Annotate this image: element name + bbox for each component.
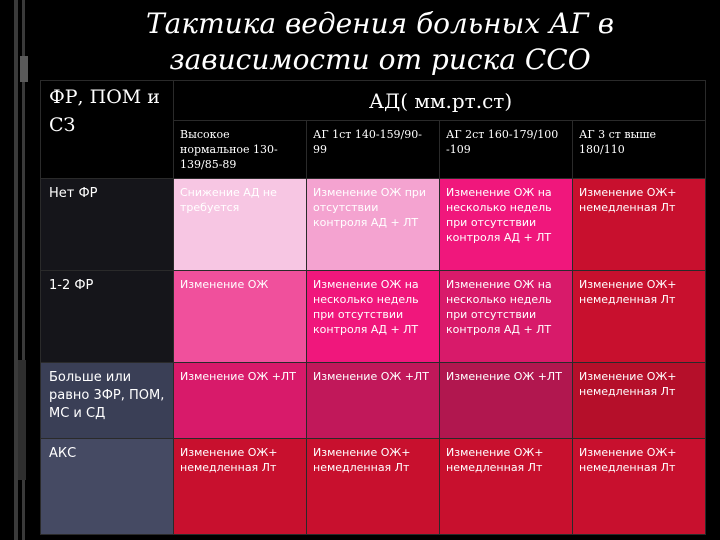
cell-text: Изменение ОЖ+ немедленная Лт [180, 446, 278, 474]
table-cell [174, 179, 307, 271]
table-cell [174, 439, 307, 535]
table-cell [440, 363, 573, 439]
bp-column-label: АГ 1ст 140-159/90-99 [313, 128, 422, 156]
row-label: Больше или равно 3ФР, ПОМ, МС и СД [49, 370, 165, 421]
cell-text: Изменение ОЖ+ немедленная Лт [579, 278, 677, 306]
table-cell [573, 363, 706, 439]
table-cell [174, 363, 307, 439]
row-label: 1-2 ФР [49, 278, 94, 293]
table-row [41, 439, 706, 535]
table-cell [307, 179, 440, 271]
bp-column-header [573, 121, 706, 179]
decorative-bar [20, 56, 28, 82]
table-cell [307, 271, 440, 363]
cell-text: Изменение ОЖ+ немедленная Лт [313, 446, 411, 474]
cell-text: Изменение ОЖ [180, 278, 269, 291]
cell-text: Изменение ОЖ +ЛТ [446, 370, 562, 383]
bp-column-label: АГ 3 ст выше 180/110 [579, 128, 657, 156]
decorative-bar [18, 360, 26, 480]
cell-text: Изменение ОЖ+ немедленная Лт [579, 446, 677, 474]
cell-text: Изменение ОЖ на несколько недель при отсутствии контроля АД + ЛТ [446, 278, 552, 336]
table-row [41, 363, 706, 439]
cell-text: Изменение ОЖ на несколько недель при отсутствии контроля АД + ЛТ [313, 278, 419, 336]
table-cell [573, 271, 706, 363]
cell-text: Изменение ОЖ на несколько недель при отсутствии контроля АД + ЛТ [446, 186, 552, 244]
treatment-tactics-table [40, 80, 706, 535]
table-cell [440, 179, 573, 271]
bp-column-header [174, 121, 307, 179]
row-header [41, 179, 174, 271]
table-row [41, 271, 706, 363]
bp-header-label: АД( мм.рт.ст) [368, 89, 513, 113]
table-cell [307, 439, 440, 535]
row-header [41, 439, 174, 535]
bp-column-header [307, 121, 440, 179]
table-cell [307, 363, 440, 439]
table-cell [573, 439, 706, 535]
slide-title: Тактика ведения больных АГ в зависимости от риска ССО [146, 7, 614, 76]
bp-column-label: АГ 2ст 160-179/100 -109 [446, 128, 559, 156]
cell-text: Изменение ОЖ+ немедленная Лт [579, 370, 677, 398]
cell-text: Изменение ОЖ +ЛТ [313, 370, 429, 383]
cell-text: Изменение ОЖ +ЛТ [180, 370, 296, 383]
row-label: АКС [49, 446, 77, 461]
cell-text: Изменение ОЖ+ немедленная Лт [579, 186, 677, 214]
bp-column-header [440, 121, 573, 179]
corner-label: ФР, ПОМ и СЗ [49, 86, 160, 136]
table-row [41, 179, 706, 271]
cell-text: Снижение АД не требуется [180, 186, 277, 214]
table-cell [573, 179, 706, 271]
table-cell [174, 271, 307, 363]
cell-text: Изменение ОЖ+ немедленная Лт [446, 446, 544, 474]
table-cell [440, 439, 573, 535]
cell-text: Изменение ОЖ при отсутствии контроля АД + ЛТ [313, 186, 427, 229]
bp-column-label: Высокое нормальное 130-139/85-89 [180, 128, 278, 171]
row-label: Нет ФР [49, 186, 98, 201]
row-header [41, 363, 174, 439]
bp-header [174, 81, 706, 121]
corner-header [41, 81, 174, 179]
row-header [41, 271, 174, 363]
table-cell [440, 271, 573, 363]
